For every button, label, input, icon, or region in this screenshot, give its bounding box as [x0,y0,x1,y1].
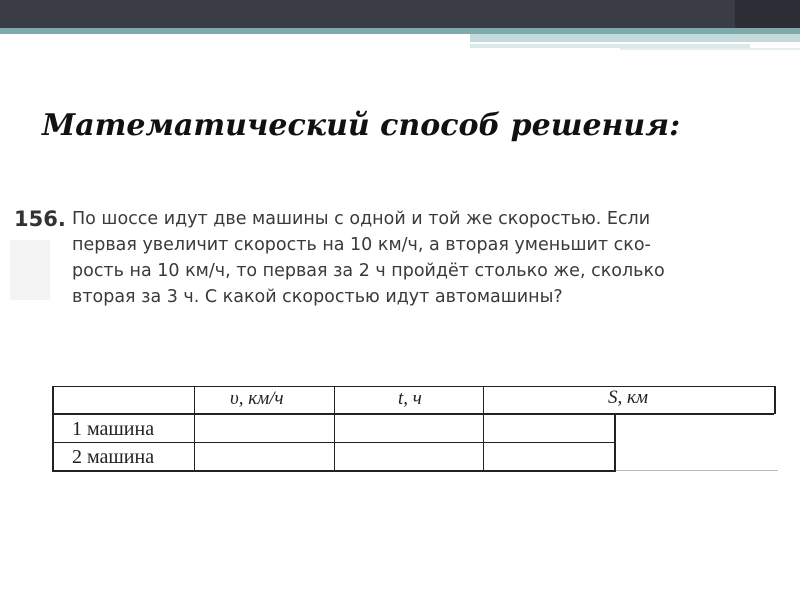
problem-line-4: вторая за 3 ч. С какой скоростью идут автомашины? [72,287,563,307]
table-col-divider-3 [483,386,484,472]
problem-number: 156. [14,207,66,231]
header-time: t, ч [398,388,422,409]
table-header-divider [52,413,774,415]
table-border-left [52,386,54,472]
row-label-car-1: 1 машина [72,418,155,440]
problem-line-2: первая увеличит скорость на 10 км/ч, а вторая уменьшит ско- [72,235,651,255]
row-label-car-2: 2 машина [72,446,155,468]
table-col-divider-2 [334,386,335,472]
header-speed: υ, км/ч [230,388,284,409]
table-border-bottom-faint [614,470,778,471]
scan-shadow [10,240,50,300]
solution-table [52,386,778,472]
table-border-top [52,386,776,387]
top-decorative-band [0,0,800,40]
top-dark-stripe [0,0,800,28]
top-light-teal-stripe-3 [620,48,800,50]
problem-line-1: По шоссе идут две машины с одной и той же скоростью. Если [72,209,651,229]
table-row-divider [52,442,614,443]
slide-title: Математический способ решения: [42,108,681,143]
problem-line-3: рость на 10 км/ч, то первая за 2 ч пройдёт столько же, сколько [72,261,665,281]
top-light-teal-stripe [470,34,800,42]
table-col-divider-1 [194,386,195,472]
header-distance: S, км [608,387,649,408]
table-border-bottom [52,470,614,472]
table-border-right [774,386,776,414]
table-col-divider-4 [614,414,616,472]
top-dark-stripe-right [735,0,800,28]
